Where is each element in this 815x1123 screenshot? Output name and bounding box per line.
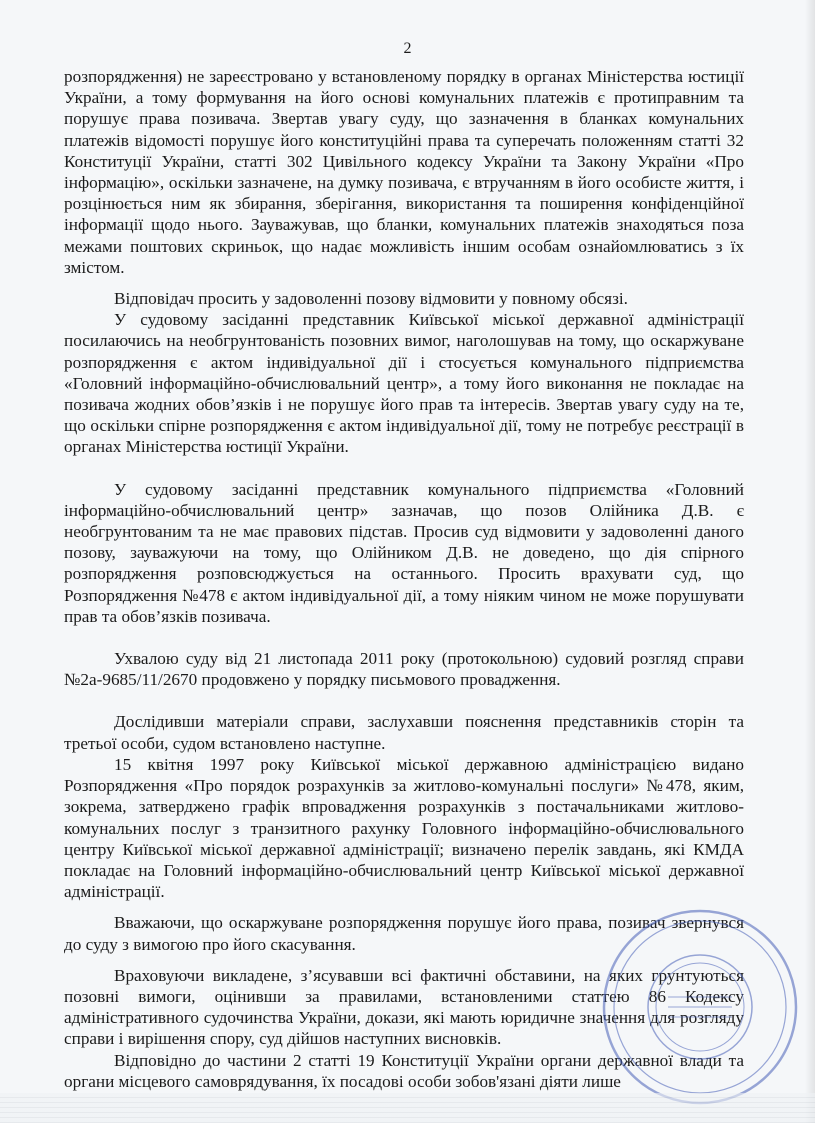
- paragraph-10: Відповідно до частини 2 статті 19 Конституції України органи державної влади та органи місцевого самоврядування, їх посадові особи зобов'язані діяти лише: [64, 1050, 744, 1091]
- paragraph-4: У судовому засіданні представник комунального підприємства «Головний інформаційно-обчислювальний центр» зазначав, що позов Олійника Д.В. є необгрунтованим та не має правових підстав. Просив суд відмовити у задоволенні даного позову, зауважуючи на тому, що Олійником Д.В. не доведено, що дія спірного розпорядження розповсюджується на останнього. Просить врахувати суд, що Розпорядження №478 є актом індивідуальної дії, а тому ніяким чином не може порушувати прав та обов’язків позивача.: [64, 479, 744, 626]
- paragraph-5: Ухвалою суду від 21 листопада 2011 року (протокольною) судовий розгляд справи №2а-9685/11/2670 продовжено у порядку письмового провадження.: [64, 649, 744, 690]
- stacked-pages-edge: [0, 1093, 815, 1123]
- document-body: [64, 66, 744, 1092]
- paragraph-2: Відповідач просить у задоволенні позову відмовити у повному обсязі.: [114, 289, 628, 309]
- paragraph-1: розпорядження) не зареєстровано у встановленому порядку в органах Міністерства юстиції України, а тому формування на його основі комунальних платежів є протиправним та порушує права позивача. Звертав увагу суду, що зазначення в бланках комунальних платежів відомості порушує його конституційні права та суперечать положенням статті 32 Конституції України, статті 302 Цивільного кодексу України та Закону України «Про інформацію», оскільки зазначене, на думку позивача, є втручанням в його особисте життя, і розцінюється ним як збирання, зберігання, використання та поширення конфіденційної інформації щодо нього. Зауважував, що бланки, комунальних платежів знаходяться поза межами поштових скриньок, що надає можливість іншим особам ознайомлюватись з їх змістом.: [64, 67, 744, 277]
- paragraph-6: Дослідивши матеріали справи, заслухавши пояснення представників сторін та третьої особи, судом встановлено наступне.: [64, 712, 744, 753]
- paragraph-9: Враховуючи викладене, з’ясувавши всі фактичні обставини, на яких грунтуються позовні вимоги, оцінивши за правилами, встановленими статтею 86 Кодексу адміністративного судочинства України, докази, які мають юридичне значення для розгляду справи і вирішення спору, суд дійшов наступних висновків.: [64, 965, 744, 1049]
- paragraph-3: У судовому засіданні представник Київської міської державної адміністрації посилаючись на необгрунтованість позовних вимог, наголошував на тому, що оскаржуване розпорядження є актом індивідуальної дії і стосується комунального підприємства «Головний інформаційно-обчислювальний центр», а тому його виконання не покладає на позивача жодних обов’язків і не порушує його прав та інтересів. Звертав увагу суду на те, що оскільки спірне розпорядження є актом індивідуальної дії, тому не потребує реєстрації в органах Міністерства юстиції України.: [64, 310, 744, 457]
- paragraph-7: 15 квітня 1997 року Київської міської державною адміністрацією видано Розпорядження «Про порядок розрахунків за житлово-комунальні послуги» №478, яким, зокрема, затверджено графік впровадження розрахунків з постачальниками житлово-комунальних послуг з транзитного рахунку Головного інформаційно-обчислювального центру Київської міської державної адміністрації; визначено перелік завдань, які КМДА покладає на Головний інформаційно-обчислювальний центр Київської міської державної адміністрації.: [64, 754, 744, 902]
- paragraph-8: Вважаючи, що оскаржуване розпорядження порушує його права, позивач звернувся до суду з вимогою про його скасування.: [64, 913, 744, 954]
- page-edge-shadow: [805, 0, 815, 1123]
- page-number: 2: [403, 40, 412, 57]
